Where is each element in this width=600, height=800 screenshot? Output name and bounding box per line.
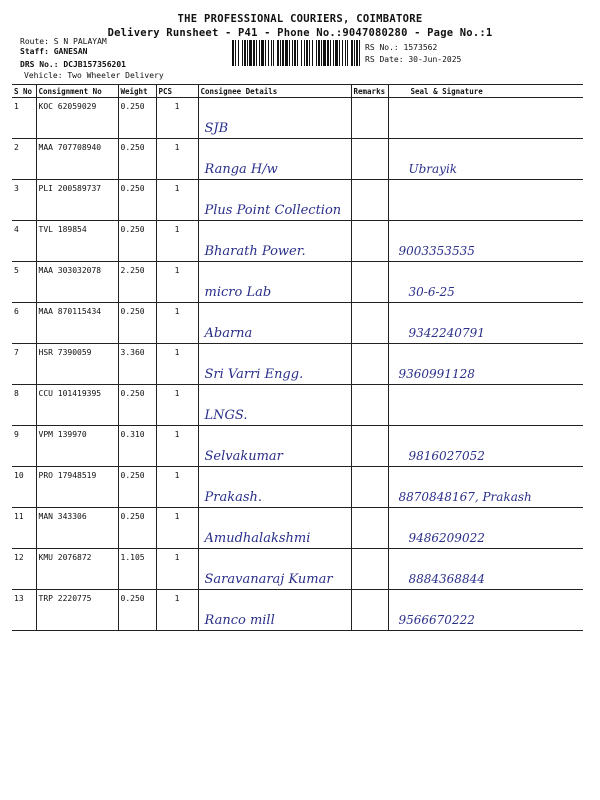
row-seal-cell xyxy=(388,467,583,508)
col-seal: Seal & Signature xyxy=(388,85,583,98)
row-seal-cell xyxy=(388,221,583,262)
table-row xyxy=(12,385,583,426)
row-consignee-cell xyxy=(198,139,351,180)
route-value: S N PALAYAM xyxy=(53,37,107,46)
table-row xyxy=(12,344,583,385)
table-row xyxy=(12,139,583,180)
row-consignee: Ranga H/w xyxy=(204,162,278,177)
row-consignee: Abarna xyxy=(204,326,253,341)
row-consignment: TRP 2220775 xyxy=(36,590,118,631)
table-row xyxy=(12,426,583,467)
table-row xyxy=(12,467,583,508)
rs-no-value: 1573562 xyxy=(403,43,438,52)
row-remarks xyxy=(351,303,388,344)
row-consignment: PLI 200589737 xyxy=(36,180,118,221)
row-seal-cell xyxy=(388,590,583,631)
col-consignment: Consignment No xyxy=(36,85,118,98)
rs-date-value: 30-Jun-2025 xyxy=(408,55,462,64)
row-consignment: VPM 139970 xyxy=(36,426,118,467)
row-weight: 0.250 xyxy=(118,385,156,426)
row-consignee: Plus Point Collection xyxy=(204,203,342,218)
row-consignee: micro Lab xyxy=(204,285,272,300)
row-consignment: MAA 707708940 xyxy=(36,139,118,180)
row-pcs: 1 xyxy=(156,262,198,303)
row-remarks xyxy=(351,98,388,139)
row-weight: 0.250 xyxy=(118,180,156,221)
row-sno: 7 xyxy=(12,344,36,385)
row-remarks xyxy=(351,549,388,590)
row-sno: 10 xyxy=(12,467,36,508)
row-consignee: Sri Varri Engg. xyxy=(204,367,304,382)
row-consignee-cell xyxy=(198,426,351,467)
row-remarks xyxy=(351,426,388,467)
row-consignment: CCU 101419395 xyxy=(36,385,118,426)
row-consignee: SJB xyxy=(204,121,229,136)
row-sno: 1 xyxy=(12,98,36,139)
table-row xyxy=(12,590,583,631)
row-signature: 8884368844 xyxy=(408,572,485,586)
row-consignment: MAA 870115434 xyxy=(36,303,118,344)
table-row xyxy=(12,303,583,344)
table-row xyxy=(12,262,583,303)
row-consignee-cell xyxy=(198,221,351,262)
row-consignee: Saravanaraj Kumar xyxy=(204,572,333,587)
row-consignee-cell xyxy=(198,98,351,139)
vehicle-value: Two Wheeler Delivery xyxy=(67,71,164,80)
row-pcs: 1 xyxy=(156,426,198,467)
row-seal-cell xyxy=(388,549,583,590)
row-remarks xyxy=(351,508,388,549)
row-remarks xyxy=(351,590,388,631)
row-remarks xyxy=(351,180,388,221)
row-seal-cell xyxy=(388,508,583,549)
row-signature: 8870848167, Prakash xyxy=(398,490,532,504)
vehicle-line xyxy=(24,71,164,80)
table-row xyxy=(12,508,583,549)
row-remarks xyxy=(351,344,388,385)
col-pcs: PCS xyxy=(156,85,198,98)
row-sno: 3 xyxy=(12,180,36,221)
row-consignee: LNGS. xyxy=(204,408,248,423)
row-consignee: Bharath Power. xyxy=(204,244,306,259)
row-sno: 9 xyxy=(12,426,36,467)
row-remarks xyxy=(351,221,388,262)
row-signature: 9566670222 xyxy=(398,613,475,627)
route-label: Route: xyxy=(20,37,49,46)
row-sno: 13 xyxy=(12,590,36,631)
row-seal-cell xyxy=(388,426,583,467)
row-consignment: PRO 17948519 xyxy=(36,467,118,508)
row-pcs: 1 xyxy=(156,139,198,180)
row-consignee-cell xyxy=(198,549,351,590)
row-pcs: 1 xyxy=(156,180,198,221)
row-seal-cell xyxy=(388,180,583,221)
runsheet-title: Delivery Runsheet - P41 - Phone No.:9047080280 - Page No.:1 xyxy=(107,27,493,39)
row-pcs: 1 xyxy=(156,303,198,344)
staff-value: GANESAN xyxy=(53,47,88,56)
row-sno: 8 xyxy=(12,385,36,426)
row-weight: 0.250 xyxy=(118,98,156,139)
row-consignee-cell xyxy=(198,385,351,426)
row-consignment: KOC 62059029 xyxy=(36,98,118,139)
row-pcs: 1 xyxy=(156,590,198,631)
row-consignment: MAA 303032078 xyxy=(36,262,118,303)
row-seal-cell xyxy=(388,303,583,344)
row-sno: 12 xyxy=(12,549,36,590)
rs-date-label: RS Date: xyxy=(365,55,404,64)
row-weight: 1.105 xyxy=(118,549,156,590)
drs-label: DRS No.: xyxy=(20,60,59,69)
row-weight: 0.250 xyxy=(118,303,156,344)
row-pcs: 1 xyxy=(156,467,198,508)
row-seal-cell xyxy=(388,262,583,303)
row-remarks xyxy=(351,139,388,180)
row-signature: 9342240791 xyxy=(408,326,485,340)
staff-label: Staff: xyxy=(20,47,49,56)
drs-value: DCJB157356201 xyxy=(63,60,126,69)
row-consignee-cell xyxy=(198,262,351,303)
row-seal-cell xyxy=(388,98,583,139)
row-consignee-cell xyxy=(198,303,351,344)
table-row xyxy=(12,221,583,262)
row-signature: 9360991128 xyxy=(398,367,475,381)
row-weight: 0.250 xyxy=(118,467,156,508)
row-weight: 0.250 xyxy=(118,590,156,631)
company-name: THE PROFESSIONAL COURIERS, COIMBATORE xyxy=(177,13,423,25)
row-consignee-cell xyxy=(198,467,351,508)
row-seal-cell xyxy=(388,344,583,385)
table-row xyxy=(12,98,583,139)
col-weight: Weight xyxy=(118,85,156,98)
row-weight: 0.310 xyxy=(118,426,156,467)
row-signature: 30-6-25 xyxy=(408,285,455,299)
row-signature: 9816027052 xyxy=(408,449,485,463)
col-sno: S No xyxy=(12,85,36,98)
row-consignee-cell xyxy=(198,590,351,631)
row-pcs: 1 xyxy=(156,385,198,426)
row-signature: 9003353535 xyxy=(398,244,475,258)
row-consignee: Amudhalakshmi xyxy=(204,531,311,546)
table-row xyxy=(12,549,583,590)
row-remarks xyxy=(351,467,388,508)
row-sno: 4 xyxy=(12,221,36,262)
row-consignee-cell xyxy=(198,344,351,385)
barcode-image xyxy=(232,40,360,66)
table-row xyxy=(12,180,583,221)
row-seal-cell xyxy=(388,385,583,426)
row-remarks xyxy=(351,385,388,426)
col-remarks: Remarks xyxy=(351,85,388,98)
row-weight: 0.250 xyxy=(118,221,156,262)
row-weight: 2.250 xyxy=(118,262,156,303)
row-consignee-cell xyxy=(198,508,351,549)
row-signature: 9486209022 xyxy=(408,531,485,545)
row-consignee: Prakash. xyxy=(204,490,263,505)
row-consignee: Ranco mill xyxy=(204,613,275,628)
row-pcs: 1 xyxy=(156,344,198,385)
row-consignee: Selvakumar xyxy=(204,449,283,464)
row-seal-cell xyxy=(388,139,583,180)
row-pcs: 1 xyxy=(156,549,198,590)
row-consignment: HSR 7390059 xyxy=(36,344,118,385)
row-pcs: 1 xyxy=(156,221,198,262)
rs-no-line xyxy=(365,43,437,52)
col-consignee: Consignee Details xyxy=(198,85,351,98)
row-weight: 3.360 xyxy=(118,344,156,385)
row-sno: 2 xyxy=(12,139,36,180)
rs-no-label: RS No.: xyxy=(365,43,399,52)
row-consignee-cell xyxy=(198,180,351,221)
row-weight: 0.250 xyxy=(118,508,156,549)
table-header-row xyxy=(12,85,583,98)
rs-date-line xyxy=(365,55,461,64)
row-sno: 5 xyxy=(12,262,36,303)
staff-line xyxy=(20,47,87,56)
row-sno: 6 xyxy=(12,303,36,344)
row-remarks xyxy=(351,262,388,303)
row-pcs: 1 xyxy=(156,508,198,549)
row-consignment: TVL 189854 xyxy=(36,221,118,262)
row-weight: 0.250 xyxy=(118,139,156,180)
row-sno: 11 xyxy=(12,508,36,549)
row-signature: Ubrayik xyxy=(408,162,458,176)
runsheet-table xyxy=(12,84,583,631)
row-consignment: KMU 2076872 xyxy=(36,549,118,590)
row-pcs: 1 xyxy=(156,98,198,139)
route-line xyxy=(20,37,107,46)
row-consignment: MAN 343306 xyxy=(36,508,118,549)
drs-line xyxy=(20,60,126,69)
vehicle-label: Vehicle: xyxy=(24,71,63,80)
